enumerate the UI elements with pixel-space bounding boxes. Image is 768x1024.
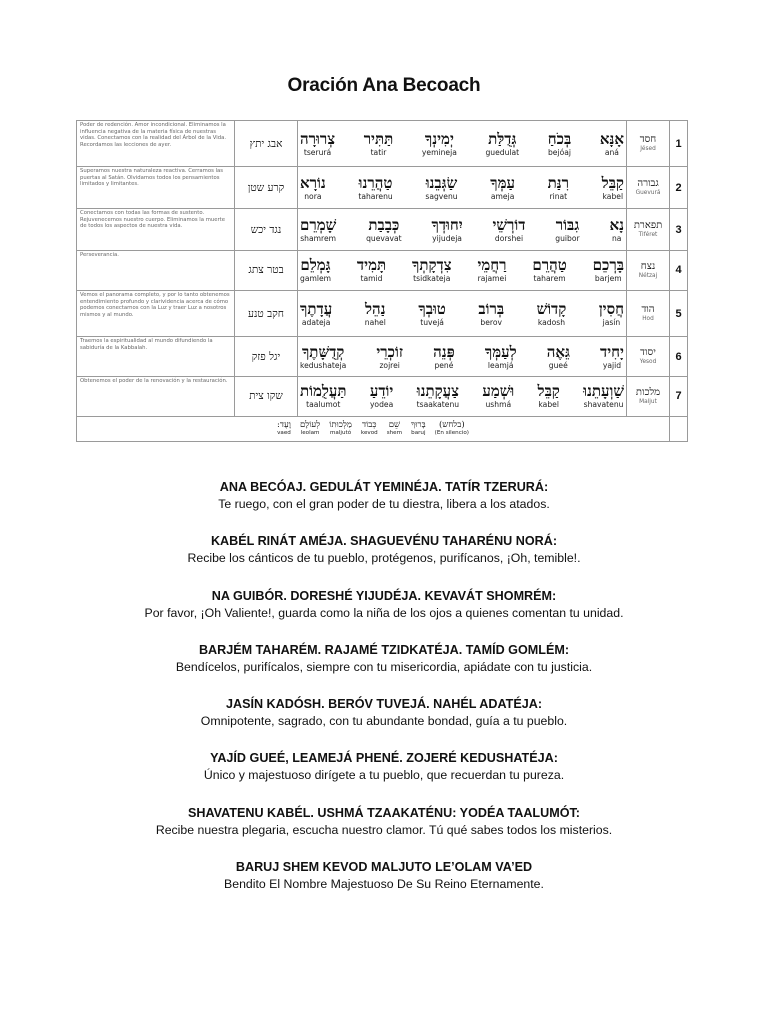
transliteration: nahel [364, 317, 386, 327]
name-code: יגל פזק [235, 337, 298, 377]
hebrew-word: יִחוּדְךָ [431, 215, 463, 234]
verse [0, 532, 768, 586]
transliteration: taharem [533, 274, 566, 284]
name-code: שקו צית [235, 376, 298, 416]
hebrew-word: (בלחש) [438, 419, 465, 430]
table-row [77, 167, 688, 209]
prayer-word [478, 301, 504, 327]
prayer-words [298, 290, 627, 336]
prayer-word [537, 301, 567, 327]
hebrew-word: קְדֻשָּׁתֶךָ [301, 342, 345, 361]
hebrew-word: קַבֵּל [537, 382, 560, 401]
prayer-word [300, 383, 347, 409]
transliteration: yajid [602, 360, 622, 370]
blessing-word [329, 421, 352, 437]
transliteration: taalumot [306, 400, 341, 410]
hebrew-word: גִבּוֹר [555, 215, 580, 234]
hebrew-word: גְּדֻלַּת [488, 129, 517, 148]
prayer-word [609, 217, 624, 243]
sefira-hebrew: נצח [640, 260, 656, 272]
sefira-cell [627, 121, 670, 167]
hebrew-word: כְּבָבַת [368, 215, 400, 234]
hebrew-word: תַּעֲלֻמוֹת [300, 382, 347, 401]
row-description: Perseverancia. [77, 251, 235, 291]
verse-translation: Bendícelos, purifícalos, siempre con tu misericordia, apiádate con tu justicia. [175, 659, 593, 674]
prayer-word [417, 383, 459, 409]
blessing-word [277, 421, 291, 437]
prayer-words [298, 251, 627, 291]
verse-translation: Recibe los cánticos de tu pueblo, protégenos, purifícanos, ¡Oh, temible!. [187, 551, 581, 566]
hebrew-word: לְעַמְּךָ [484, 342, 517, 361]
hebrew-word: בְּרוֹב [478, 299, 505, 318]
transliteration: adateja [301, 317, 331, 327]
blessing-word [361, 421, 378, 437]
verse-translation: Omnipotente, sagrado, con tu abundante bondad, guía a tu pueblo. [200, 714, 568, 729]
name-code: חקב טנע [235, 290, 298, 336]
sefira-latin: Maljut [639, 398, 657, 405]
verse [0, 749, 768, 803]
hebrew-word: שֵׁם [388, 419, 401, 430]
verse-transliteration: ANA BECÓAJ. GEDULÁT YEMINÉJA. TATÍR TZERURÁ: [219, 480, 549, 494]
transliteration: gueé [548, 360, 568, 370]
hebrew-word: צִדְקָתְךָ [411, 256, 452, 275]
transliteration: ushmá [485, 400, 512, 410]
hebrew-word: רַחֲמֵי [477, 256, 507, 275]
blessing-word [300, 421, 320, 437]
prayer-word [300, 131, 335, 157]
sefira-cell [627, 251, 670, 291]
prayer-words [298, 337, 627, 377]
sefira-latin: Hod [642, 316, 654, 322]
hebrew-word: תָּמִיד [356, 256, 387, 275]
transliteration: (En silencio) [434, 429, 469, 436]
verse-translation: Único y majestuoso dirígete a tu pueblo, que recuerdan tu pureza. [203, 768, 565, 783]
transliteration: maljutó [329, 429, 352, 436]
hebrew-word: קָדוֹשׁ [536, 299, 567, 318]
verse-transliteration: YAJÍD GUEÉ, LEAMEJÁ PHENÉ. ZOJERÉ KEDUSHATÉJA: [210, 751, 558, 766]
transliteration: pené [434, 360, 454, 370]
transliteration: leamjá [487, 360, 514, 370]
sefira-cell [627, 290, 670, 336]
transliteration: taharenu [358, 191, 393, 201]
verse [0, 478, 768, 532]
prayer-word [365, 301, 386, 327]
prayer-words [298, 376, 627, 416]
prayer-word [548, 175, 569, 201]
hebrew-word: בָּרְכֵם [592, 256, 624, 275]
name-code: נגד יכש [235, 209, 298, 251]
blessing-word [387, 421, 402, 437]
prayer-word [370, 383, 393, 409]
hebrew-word: כְּבוֹד [362, 419, 377, 430]
transliteration: sagvenu [425, 191, 458, 201]
transliteration: tsidkateja [413, 274, 451, 284]
sefira-cell [627, 167, 670, 209]
verse [0, 804, 768, 858]
transliteration: tserurá [303, 147, 332, 157]
table-row [77, 337, 688, 377]
transliteration: na [611, 233, 622, 243]
transliteration: kabel [538, 400, 559, 410]
hebrew-word: נָא [609, 215, 624, 234]
transliteration: yodea [369, 400, 394, 410]
transliteration: vaed [277, 429, 291, 436]
row-number: 7 [670, 376, 688, 416]
prayer-word [600, 131, 624, 157]
transliteration: kedushateja [300, 360, 347, 370]
transliteration: dorshei [494, 233, 524, 243]
prayer-word [485, 131, 519, 157]
hebrew-word: רִנַּת [547, 173, 570, 192]
prayer-word [555, 217, 579, 243]
table-row [77, 376, 688, 416]
sefira-latin: Yesod [639, 359, 657, 365]
hebrew-word: בְּכֹחַ [547, 129, 572, 148]
verse-translation: Recibe nuestra plegaria, escucha nuestro clamor. Tú qué sabes todos los misterios. [155, 822, 613, 837]
sefira-latin: Jésed [640, 146, 656, 153]
verse-translation: Por favor, ¡Oh Valiente!, guarda como la niña de los ojos a quienes comentan tu unidad. [144, 605, 624, 620]
prayer-word [358, 175, 392, 201]
page-title: Oración Ana Becoach [287, 75, 481, 96]
verse [0, 858, 768, 912]
prayer-word [485, 344, 517, 370]
prayer-word [431, 217, 462, 243]
name-code: קרע שטן [235, 167, 298, 209]
transliteration: ameja [490, 191, 515, 201]
row-number: 6 [670, 337, 688, 377]
transliteration: yijudeja [432, 233, 462, 243]
hebrew-word: צְרוּרָה [300, 129, 336, 148]
hebrew-word: דוֹרְשֵׁי [492, 215, 526, 234]
verse-transliteration: SHAVATENU KABÉL. USHMÁ TZAAKATÉNU: YODÉA TAALUMÓT: [187, 805, 580, 820]
hebrew-word: בָּרוּךְ [411, 419, 426, 430]
prayer-word [357, 257, 386, 283]
prayer-word [547, 344, 570, 370]
prayer-word [433, 344, 455, 370]
sefira-latin: Nétzaj [638, 272, 658, 279]
hebrew-word: יוֹדֵעַ [369, 382, 394, 401]
row-description: Poder de redención. Amor incondicional. Eliminamos la influencia negativa de la materia física de nuestras vidas. Conectamos con la realidad del Árbol de la Vida. Recordamos las lecciones de ayer. [77, 121, 235, 167]
hebrew-word: נוֹרָא [300, 173, 326, 192]
hebrew-word: שַׁוְעָתֵנוּ [583, 382, 624, 401]
table-row-final [77, 416, 688, 441]
row-description: Traemos la espiritualidad al mundo difundiendo la sabiduría de la Kabbalah. [77, 337, 235, 377]
prayer-word [300, 301, 332, 327]
prayer-word [422, 131, 457, 157]
hebrew-word: לְעוֹלָם [299, 419, 321, 430]
sefira-hebrew: יסוד [640, 347, 656, 358]
verse [0, 695, 768, 749]
prayer-word [300, 175, 326, 201]
transliteration: rinat [549, 191, 568, 201]
row-description: Vemos el panorama completo, y por lo tanto obtenemos entendimiento profundo y clarividencia acerca de cómo podemos conectarnos con la Luz y traer Luz a nosotros mismos y al mundo. [77, 290, 235, 336]
verse-translation: Te ruego, con el gran poder de tu diestra, libera a los atados. [218, 497, 550, 511]
prayer-word [412, 257, 452, 283]
transliteration: tatir [370, 147, 387, 157]
hebrew-word: פְּנֵה [433, 342, 455, 361]
prayer-word [364, 131, 394, 157]
prayer-word [593, 257, 624, 283]
hebrew-word: מַלְכוּתוֹ [329, 419, 352, 430]
sefira-hebrew: גבורה [637, 178, 659, 190]
hebrew-word: חֲסִין [598, 299, 624, 318]
transliteration: shem [386, 429, 403, 436]
transliteration: tsaakatenu [416, 400, 460, 410]
verse-transliteration: KABÉL RINÁT AMÉJA. SHAGUEVÉNU TAHARÉNU NORÁ: [210, 534, 558, 549]
sefira-latin: Tiféret [638, 232, 658, 239]
name-code: בטר צתג [235, 251, 298, 291]
table-row [77, 209, 688, 251]
hebrew-word: גָּמְלֵם [300, 256, 331, 275]
hebrew-word: עֲדָתֶךָ [300, 299, 333, 318]
prayer-word [490, 175, 515, 201]
prayer-word [376, 344, 403, 370]
prayer-word [548, 131, 571, 157]
transliteration: barjem [594, 274, 622, 284]
blessing-word [411, 421, 426, 437]
blessing-word [435, 421, 469, 437]
verse [0, 587, 768, 641]
hebrew-word: שַׂגְּבֵנוּ [425, 173, 458, 192]
hebrew-word: שָׁמְרֵם [300, 215, 337, 234]
transliteration: aná [604, 147, 619, 157]
hebrew-word: קַבֵּל [601, 173, 624, 192]
silent-blessing [77, 416, 670, 441]
verses-section [0, 478, 768, 912]
sefira-latin: Guevurá [635, 190, 661, 197]
table-row [77, 290, 688, 336]
sefira-hebrew: הוד [641, 304, 655, 315]
prayer-word [300, 217, 336, 243]
verse-transliteration: BARJÉM TAHARÉM. RAJAMÉ TZIDKATÉJA. TAMÍD GOMLÉM: [198, 642, 570, 657]
transliteration: tamid [360, 274, 383, 284]
transliteration: kabel [602, 191, 624, 201]
transliteration: rajamei [477, 274, 507, 284]
transliteration: kadosh [537, 317, 566, 327]
prayer-word [538, 383, 560, 409]
hebrew-word: נַהֵל [365, 299, 386, 318]
prayer-word [300, 257, 331, 283]
row-number: 3 [670, 209, 688, 251]
hebrew-word: וּשְׁמַע [482, 382, 515, 401]
transliteration: nora [304, 191, 322, 201]
verse-transliteration: NA GUIBÓR. DORESHÉ YIJUDÉJA. KEVAVÁT SHOMRÉM: [211, 588, 557, 603]
row-description: Obtenemos el poder de la renovación y la restauración. [77, 376, 235, 416]
transliteration: shavatenu [583, 400, 624, 410]
hebrew-word: תַּתִּיר [363, 129, 394, 148]
hebrew-word: טוּבְךָ [418, 299, 446, 318]
transliteration: berov [480, 317, 503, 327]
hebrew-word: טַהֲרֵנוּ [358, 173, 393, 192]
hebrew-word: עַמְּךָ [490, 173, 515, 192]
hebrew-word: זוֹכְרֵי [376, 342, 404, 361]
transliteration: quevavat [366, 233, 402, 243]
row-number: 1 [670, 121, 688, 167]
sefira-hebrew: תפארת [633, 220, 663, 232]
prayer-word [599, 301, 624, 327]
row-number: 2 [670, 167, 688, 209]
prayer-word [482, 383, 514, 409]
hebrew-word: יָחִיד [599, 342, 624, 361]
verse-transliteration: BARUJ SHEM KEVOD MALJUTO LE’OLAM VA’ED [235, 860, 533, 875]
transliteration: kevod [360, 429, 378, 436]
prayer-word [600, 344, 624, 370]
sefira-cell [627, 209, 670, 251]
prayer-word [418, 301, 446, 327]
prayer-word [425, 175, 457, 201]
hebrew-word: אָנָּא [599, 129, 624, 148]
row-number: 5 [670, 290, 688, 336]
prayer-words [298, 121, 627, 167]
row-description: Conectamos con todas las formas de sustento. Rejuvenecemos nuestro cuerpo. Eliminamos la muerte de todos los aspectos de nuestra vida. [77, 209, 235, 251]
sefira-cell [627, 376, 670, 416]
prayer-words [298, 209, 627, 251]
table-row [77, 251, 688, 291]
hebrew-word: טַהֲרֵם [532, 256, 567, 275]
verse [0, 641, 768, 695]
transliteration: guibor [555, 233, 580, 243]
hebrew-word: יְמִינְךָ [424, 129, 454, 148]
prayer-word [583, 383, 624, 409]
hebrew-word: צַעֲקָתֵנוּ [416, 382, 459, 401]
transliteration: leolam [300, 429, 320, 436]
prayer-words [298, 167, 627, 209]
transliteration: baruj [411, 429, 426, 436]
prayer-word [366, 217, 402, 243]
prayer-word [493, 217, 526, 243]
row-number: 4 [670, 251, 688, 291]
prayer-word [532, 257, 566, 283]
transliteration: jasín [602, 317, 621, 327]
verse-transliteration: JASÍN KADÓSH. BERÓV TUVEJÁ. NAHÉL ADATÉJA: [225, 697, 543, 712]
sefira-hebrew: חסד [639, 134, 657, 146]
row-description: Superamos nuestra naturaleza reactiva. Cerramos las puertas al Satán. Olvidamos todos los pensamientos limitados y limitantes. [77, 167, 235, 209]
transliteration: yemineja [421, 147, 457, 157]
transliteration: gamlem [300, 274, 332, 284]
sefira-hebrew: מלכות [635, 386, 661, 398]
prayer-word [300, 344, 346, 370]
verse-translation: Bendito El Nombre Majestuoso De Su Reino Eternamente. [224, 877, 544, 892]
hebrew-word: וָעֶד: [277, 419, 291, 430]
table-row [77, 121, 688, 167]
prayer-word [602, 175, 624, 201]
sefira-cell [627, 337, 670, 377]
prayer-word [477, 257, 506, 283]
transliteration: bejóaj [547, 147, 571, 157]
transliteration: guedulat [485, 147, 520, 157]
transliteration: tuvejá [420, 317, 444, 327]
name-code: אבג יתץ [235, 121, 298, 167]
transliteration: shamrem [300, 233, 337, 243]
transliteration: zojrei [379, 360, 400, 370]
ana-becoach-table [76, 120, 688, 442]
empty-cell [670, 416, 688, 441]
hebrew-word: גֵּאֶה [546, 342, 570, 361]
